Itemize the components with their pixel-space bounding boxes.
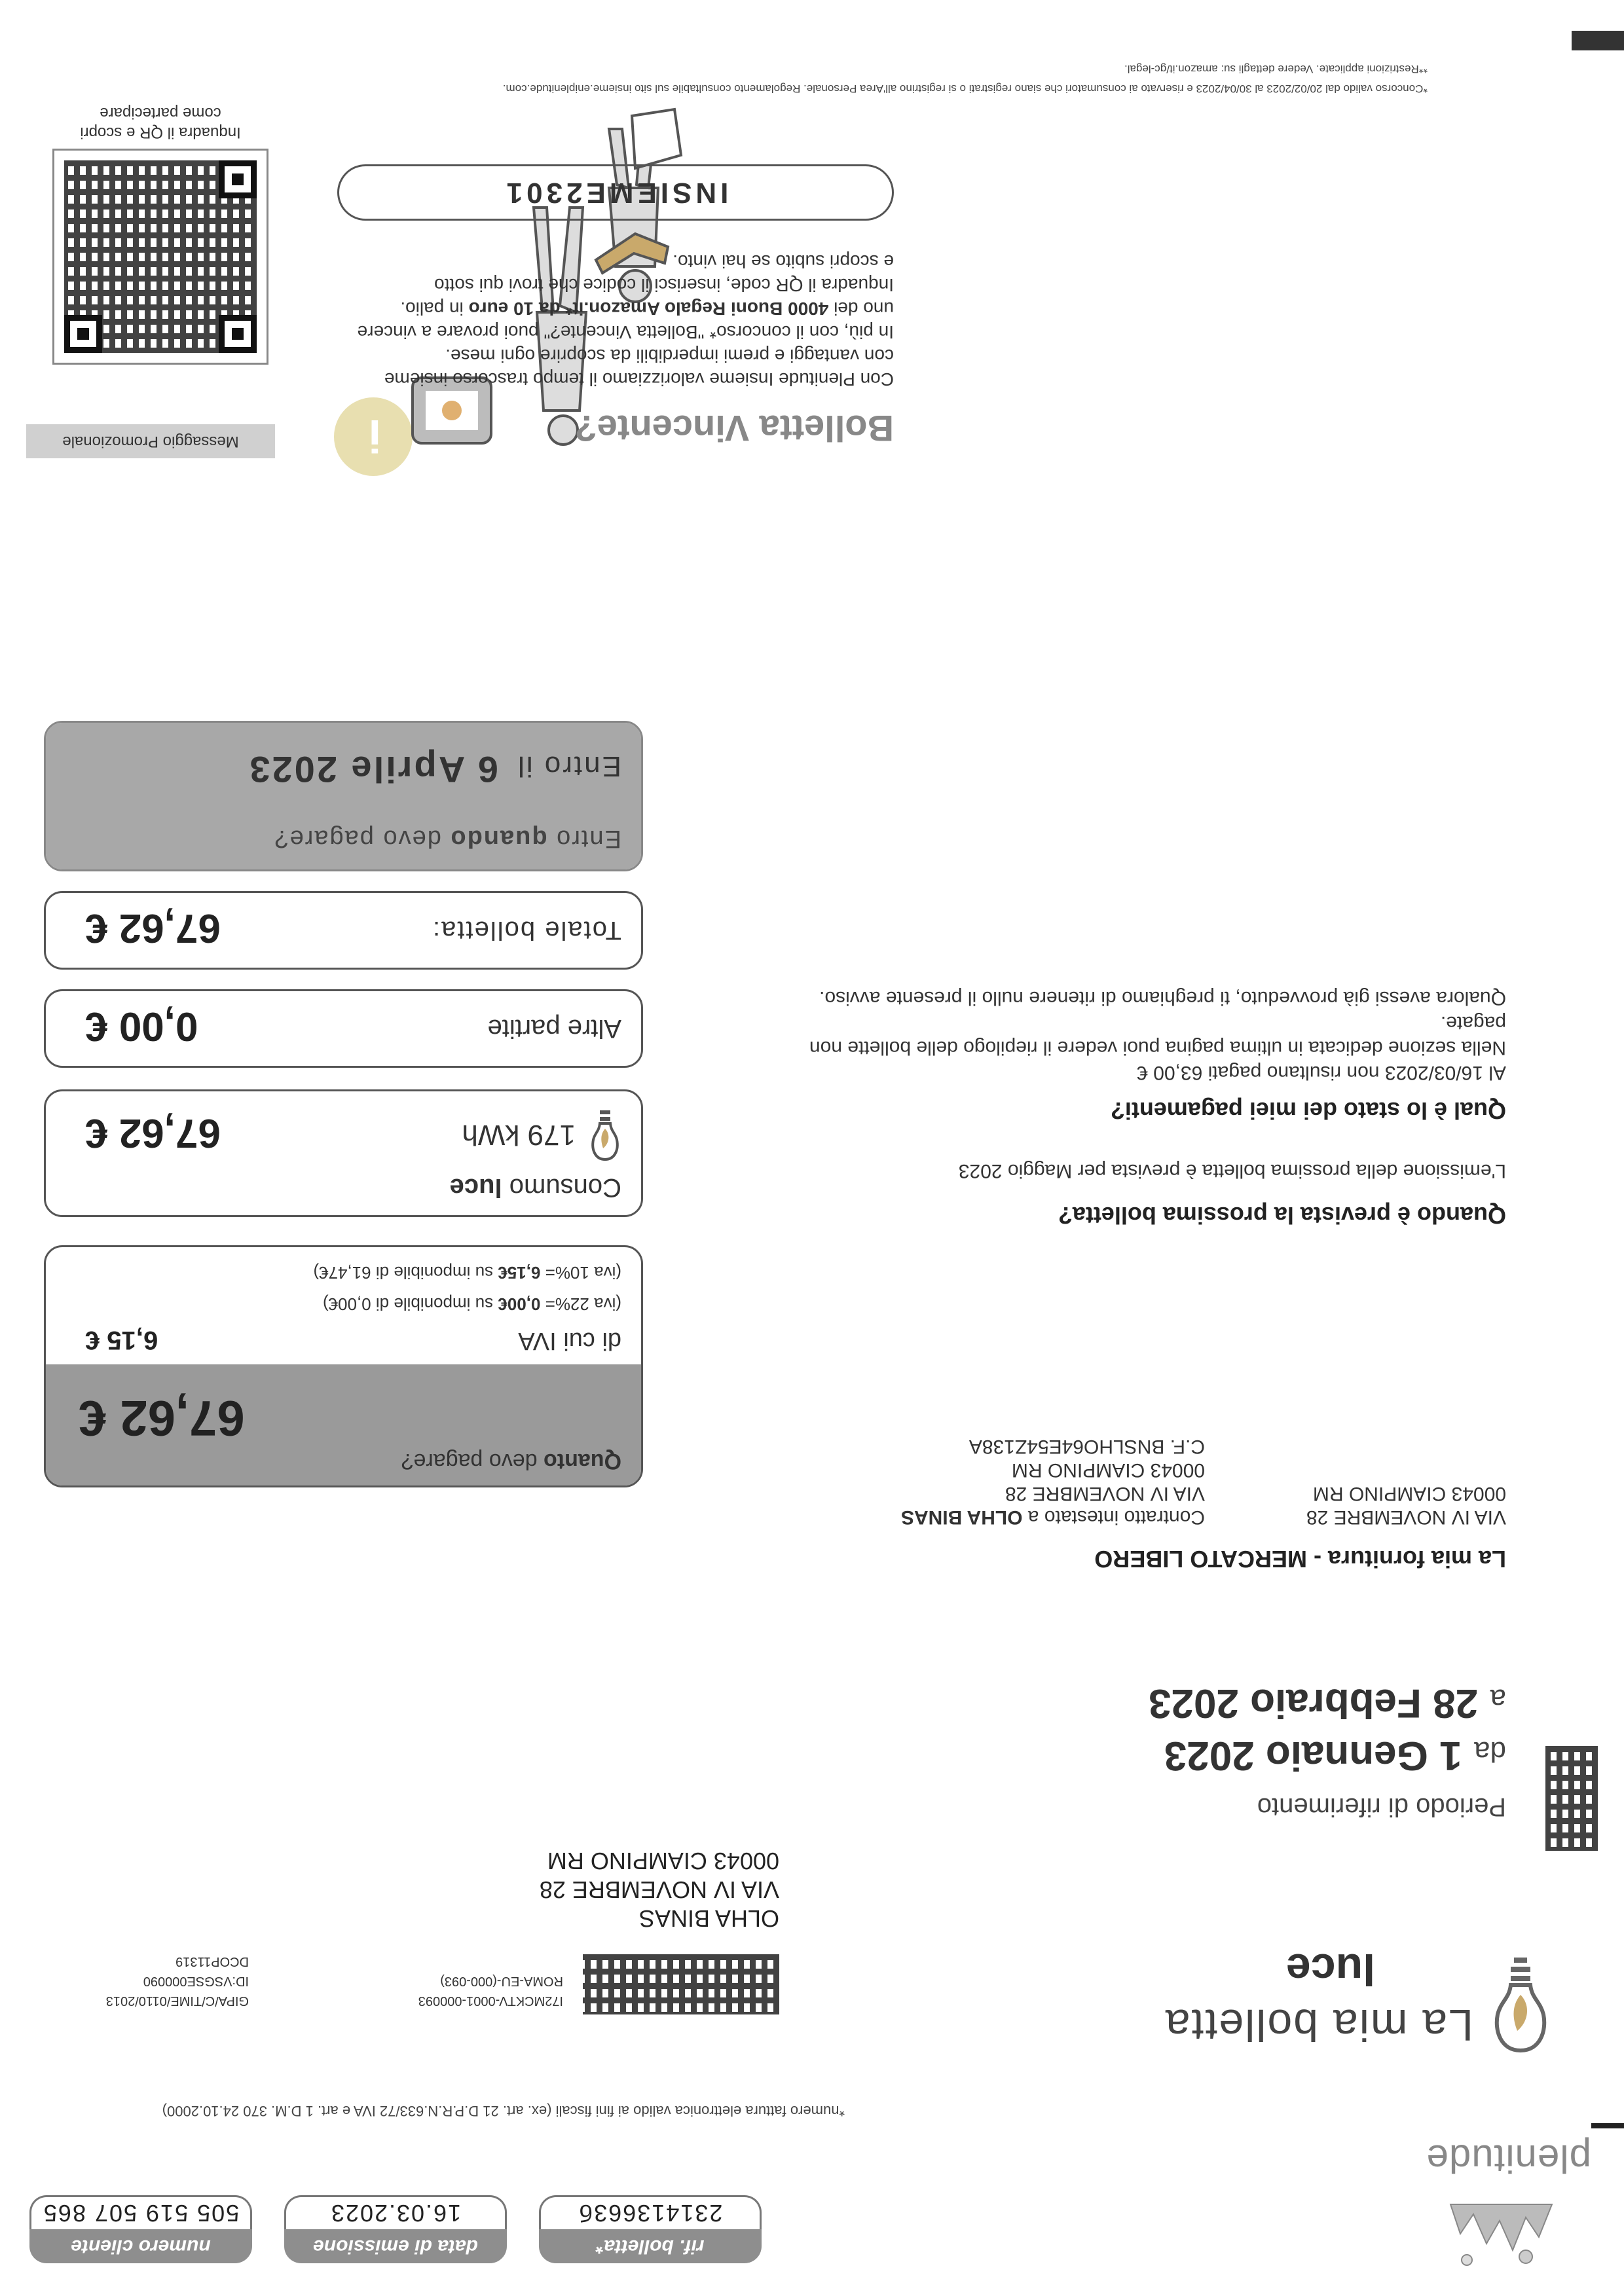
consumption-value: 67,62 € bbox=[85, 1110, 221, 1156]
postal-barcode bbox=[583, 1954, 779, 2014]
marker-bar bbox=[1591, 2123, 1624, 2128]
brand-name: plenitude bbox=[1426, 2137, 1591, 2181]
supply-address bbox=[1306, 1482, 1506, 1529]
promo-line-4-post: in palio. bbox=[400, 299, 464, 319]
recipient-name: OLHA BINAS bbox=[638, 1905, 779, 1932]
recipient-block bbox=[540, 1846, 779, 1933]
client-number-value: 505 519 507 865 bbox=[29, 2195, 252, 2229]
consumption-label-pre: Consumo bbox=[509, 1173, 621, 1202]
consumption-label bbox=[450, 1173, 621, 1202]
payments-line-3: pagate. bbox=[1440, 1012, 1506, 1034]
issue-date-label: data di emissione bbox=[284, 2229, 507, 2263]
due-date-value: 6 Aprile 2023 bbox=[248, 749, 498, 790]
code-line-2: ROMA-EU-(000-093) bbox=[440, 1974, 563, 1988]
code-line-3: GIPA/C/TIME/0110/2013 bbox=[105, 1994, 249, 2008]
period-label: Periodo di riferimento bbox=[1257, 1793, 1506, 1821]
supply-city: 00043 CIAMPINO RM bbox=[1312, 1483, 1506, 1504]
payments-line-2: Nella sezione dedicata in ultima pagina puoi vedere il riepilogo delle bollette non bbox=[809, 1037, 1506, 1059]
next-bill-title: Quando è prevista la prossima bolletta? bbox=[1058, 1202, 1506, 1229]
period-to-date: 28 Febbraio 2023 bbox=[1148, 1681, 1479, 1726]
invoice-footnote: *numero fattura elettronica valido ai fini fiscali (ex. art. 21 D.P.R.N.633/72 IVA e art. 1 D.M. 370 24.10.2000) bbox=[162, 2103, 845, 2119]
svg-text:i: i bbox=[368, 410, 381, 462]
due-question-mid: quando bbox=[449, 825, 547, 852]
contract-cf: C.F. BNSLHO64E54Z138A bbox=[969, 1436, 1205, 1457]
qr-finder-bottom-left bbox=[219, 160, 257, 198]
period-to bbox=[1149, 1680, 1506, 1726]
vat-10-a: (iva 10%= bbox=[545, 1263, 621, 1283]
ref-label: rif. bolletta* bbox=[539, 2229, 762, 2263]
recipient-city: 00043 CIAMPINO RM bbox=[547, 1848, 779, 1874]
vat-10-b: 6,15€ bbox=[498, 1263, 541, 1283]
promo-text bbox=[318, 249, 894, 391]
bill-title: La mia bolletta bbox=[1164, 2000, 1473, 2050]
next-bill-text: L'emissione della prossima bolletta è prevista per Maggio 2023 bbox=[958, 1160, 1506, 1182]
marker-block bbox=[1572, 31, 1624, 50]
payments-line-4: Qualora avessi già provveduto, ti preghiamo di ritenere nullo il presente avviso. bbox=[819, 987, 1506, 1009]
total-box bbox=[44, 891, 643, 970]
promo-title: Bolletta Vincente? bbox=[574, 408, 894, 449]
total-label: Totale bolletta: bbox=[432, 916, 621, 945]
due-date-prefix: Entro il bbox=[516, 750, 621, 782]
vat-label: di cui IVA bbox=[518, 1327, 621, 1355]
vat-value: 6,15 € bbox=[85, 1326, 158, 1355]
vat-22-b: 0,00€ bbox=[498, 1294, 541, 1314]
consumption-box bbox=[44, 1089, 643, 1217]
vat-10-line bbox=[313, 1262, 621, 1283]
client-number-label: numero cliente bbox=[29, 2229, 252, 2263]
contract-block bbox=[901, 1434, 1205, 1529]
promo-line-4-pre: uno dei bbox=[834, 299, 894, 319]
due-question-post: devo pagare? bbox=[273, 825, 441, 852]
payments-text bbox=[809, 985, 1506, 1085]
promo-line-3: In più, con il concorso* "Bolletta Vincente?" puoi provare a vincere bbox=[357, 322, 894, 342]
vat-10-c: su imponibile di 61,47€) bbox=[313, 1263, 494, 1283]
other-items-box bbox=[44, 989, 643, 1068]
promo-qr-frame bbox=[52, 149, 268, 365]
contract-prefix: Contratto intestato a bbox=[1027, 1506, 1205, 1528]
payments-title: Qual è lo stato dei miei pagamenti? bbox=[1110, 1097, 1506, 1124]
qr-finder-top-left bbox=[219, 315, 257, 353]
bulb-icon bbox=[589, 1104, 621, 1163]
payments-line-1: Al 16/03/2023 non risultano pagati 63,00 € bbox=[1137, 1062, 1506, 1084]
plenitude-logo-icon bbox=[1441, 2185, 1565, 2276]
amount-question-bold: Quanto bbox=[544, 1449, 621, 1474]
supply-title: La mia fornitura - MERCATO LIBERO bbox=[1094, 1546, 1506, 1573]
vat-22-a: (iva 22%= bbox=[545, 1294, 621, 1314]
promo-line-4-bold: 4000 Buoni Regalo Amazon.it* da 10 euro bbox=[468, 299, 829, 319]
promo-line-5: Inquadra il QR code, inserisci il codice che trovi qui sotto bbox=[434, 275, 894, 295]
consumption-kwh: 179 kWh bbox=[462, 1119, 576, 1151]
qr-finder-top-right bbox=[64, 315, 102, 353]
amount-value: 67,62 € bbox=[79, 1390, 245, 1446]
promo-line-4 bbox=[318, 297, 894, 320]
amount-header bbox=[46, 1364, 641, 1485]
due-question-pre: Entro bbox=[555, 825, 621, 852]
consumption-label-post: luce bbox=[449, 1173, 502, 1202]
period-to-prefix: a bbox=[1490, 1683, 1506, 1715]
vat-22-line bbox=[323, 1294, 621, 1314]
code-line-4: ID:VSGSE000090 bbox=[143, 1974, 249, 1988]
promo-line-6: e scopri subito se hai vinto. bbox=[673, 251, 894, 272]
contract-street: VIA IV NOVEMBRE 28 bbox=[1005, 1483, 1205, 1504]
code-line-5: DCOP11319 bbox=[175, 1954, 249, 1969]
promo-line-2: con vantaggi e premi imperdibili da scoprire ogni mese. bbox=[445, 346, 894, 366]
ref-value: 231413663б bbox=[539, 2195, 762, 2229]
recipient-street: VIA IV NOVEMBRE 28 bbox=[539, 1876, 779, 1903]
supply-street: VIA IV NOVEMBRE 28 bbox=[1306, 1506, 1506, 1528]
other-items-label: Altre partite bbox=[487, 1014, 621, 1043]
due-box bbox=[44, 721, 643, 871]
total-value: 67,62 € bbox=[85, 905, 221, 951]
due-date-line bbox=[248, 748, 621, 791]
code-line-1: I72MCKTV-0001-000093 bbox=[418, 1994, 563, 2008]
promo-qr-caption-1: Inquadra il QR e scopri bbox=[80, 124, 241, 141]
contract-city: 00043 CIAMPINO RM bbox=[1011, 1459, 1205, 1481]
contract-name: OLHA BINAS bbox=[900, 1506, 1023, 1528]
amount-box bbox=[44, 1245, 643, 1487]
promo-line-1: Con Plenitude Insieme valorizziamo il tempo trascorso insieme bbox=[384, 369, 894, 390]
due-question bbox=[273, 824, 621, 852]
issue-date-value: 16.03.2023 bbox=[284, 2195, 507, 2229]
promo-badge: Messaggio Promozionale bbox=[26, 424, 275, 458]
vat-22-c: su imponibile di 0,00€) bbox=[322, 1294, 494, 1314]
amount-question-rest: devo pagare? bbox=[401, 1449, 538, 1474]
promo-fine-print-1: *Concorso valido dal 20/02/2023 al 30/04/2023 e riservato ai consumatori che siano registrati o si registrino all'Area Personale. Regolamento consultabile sul sito insieme.eniplenitude.com. bbox=[502, 82, 1428, 95]
promo-qr-caption bbox=[52, 103, 268, 142]
datamatrix-code-left bbox=[1545, 1746, 1598, 1851]
promo-qr-caption-2: come partecipare bbox=[100, 104, 221, 122]
bill-title-luce: luce bbox=[1285, 1944, 1375, 1994]
promo-code: INSIEME2301 bbox=[337, 164, 894, 221]
period-from-prefix: da bbox=[1474, 1736, 1506, 1768]
amount-question bbox=[401, 1448, 621, 1474]
promo-fine-print-2: **Restrizioni applicate. Vedere dettagli su: amazon.it/gc-legal. bbox=[1124, 63, 1428, 75]
period-from bbox=[1164, 1732, 1506, 1779]
period-from-date: 1 Gennaio 2023 bbox=[1164, 1733, 1462, 1778]
other-items-value: 0,00 € bbox=[85, 1004, 198, 1049]
lightbulb-leaf-icon bbox=[1491, 1952, 1550, 2057]
